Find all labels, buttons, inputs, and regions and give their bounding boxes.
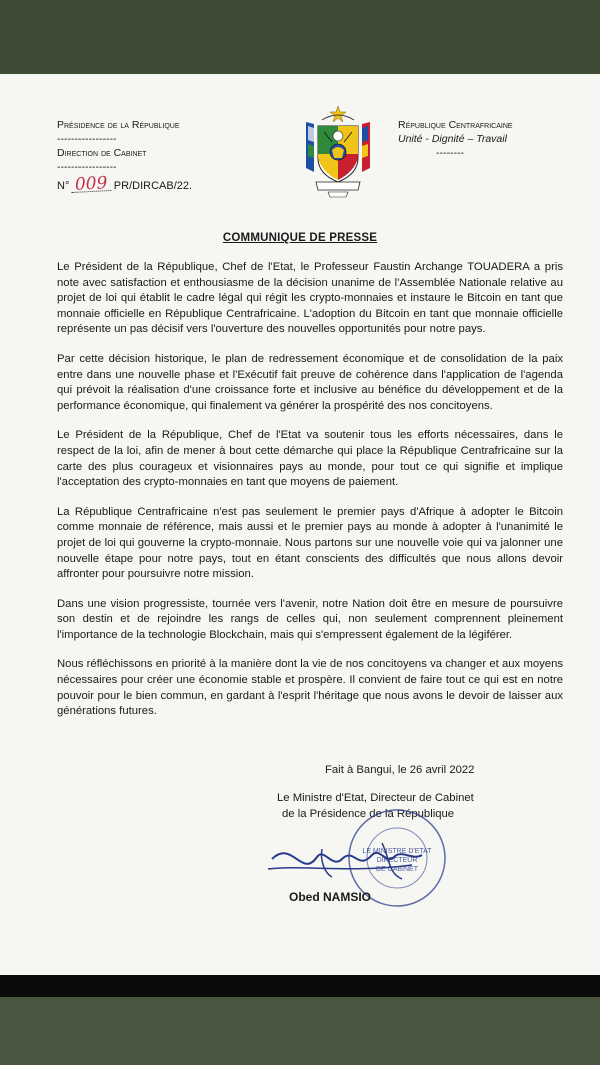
place-and-date: Fait à Bangui, le 26 avril 2022 (325, 764, 475, 776)
document-page (0, 74, 600, 975)
document-title (0, 232, 600, 244)
paragraph: Le Président de la République, Chef de l'Etat va soutenir tous les efforts nécessaires, dans le respect de la loi, afin de mener à bout cette démarche qui place la République Centrafricaine sur la carte des plus courageux et visionnaires pays au monde, pour tout ce qui signifie et implique l'acceptation des crypto-monnaies en tant que moyens de paiement. (57, 429, 563, 489)
svg-text:LE MINISTRE D'ETAT: LE MINISTRE D'ETAT (362, 848, 432, 855)
ref-prefix: N° (57, 180, 70, 192)
republic-motto: Unité - Dignité – Travail (398, 133, 507, 145)
svg-text:DE CABINET: DE CABINET (375, 866, 419, 873)
ref-handwritten-number: 009 (71, 176, 112, 193)
press-release-body (57, 260, 563, 734)
header-left-dashes-2: ----------------- (57, 161, 117, 173)
signatory-title-line-2: de la Présidence de la République (282, 808, 455, 820)
paragraph: Dans une vision progressiste, tournée vers l'avenir, notre Nation doit être en mesure de poursuivre son destin et de rejoindre les rangs de celles qui, non seulement comprennent pleinement l'importance de la technologie Blockchain, mais qui s'empressent également de la légiférer. (57, 597, 563, 641)
coat-of-arms-icon (298, 102, 378, 198)
handwritten-signature (262, 829, 462, 899)
paragraph: Par cette décision historique, le plan de redressement économique et de consolidation de la paix entre dans une nouvelle phase et l'Exécutif fait preuve de cohérence dans l'application de l'agenda qui prévoit la réalisation d'une croissance forte et inclusive au bénéfice du développement et de la performance économique, qui finalement va générer la prospérité des nos concitoyens. (57, 352, 563, 412)
bottom-frame-dark-strip (0, 975, 600, 997)
header-left-dashes-1: ----------------- (57, 133, 117, 145)
signer-name: Obed NAMSIO (289, 890, 372, 904)
document-title-text: COMMUNIQUE DE PRESSE (222, 232, 378, 244)
ref-suffix: PR/DIRCAB/22. (113, 180, 193, 192)
header-right (398, 118, 588, 160)
svg-text:DIRECTEUR: DIRECTEUR (376, 857, 418, 864)
top-frame-bar (0, 0, 600, 74)
presidency-label: Présidence de la République (57, 119, 180, 131)
signatory-title-line-1: Le Ministre d'Etat, Directeur de Cabinet (277, 792, 474, 804)
reference-number (57, 173, 257, 195)
republic-label: République Centrafricaine (398, 119, 513, 131)
cabinet-direction-label: Direction de Cabinet (57, 147, 147, 159)
paragraph: Nous réfléchissons en priorité à la manière dont la vie de nos concitoyens va changer et aux moyens nécessaires pour créer une économie stable et prospère. Il convient de faire tout ce qui est en notre pouvoir pour le bien commun, en gardant à l'esprit l'héritage que nous avons le devoir de laisser aux générations futures. (57, 658, 563, 718)
paragraph: La République Centrafricaine n'est pas seulement le premier pays d'Afrique à adopter le Bitcoin comme monnaie de référence, mais aussi et le premier pays au monde à adopter à l'unanimité le projet de loi qui gouverne la crypto-monnaie. Nous partons sur une nouvelle voie qui va jalonner une nouvelle étape pour notre pays, tout en étant conscients des difficultés que nous allons devoir affronter pour poursuivre notre mission. (57, 505, 563, 581)
header-left (57, 118, 257, 193)
paragraph: Le Président de la République, Chef de l'Etat, le Professeur Faustin Archange TOUADERA a pris note avec satisfaction et enthousiasme de la décision unanime de l'Assemblée Nationale relative au projet de loi qui établit le cadre légal qui régit les crypto-monnaies et instaure le Bitcoin en tant que monnaie officielle en République Centrafricaine. L'adoption du Bitcoin en tant que monnaie officielle représente un pas décisif vers l'ouverture des nouvelles opportunités pour notre pays. (57, 261, 563, 336)
bottom-frame-bar (0, 997, 600, 1065)
header-right-dashes: -------- (436, 147, 464, 159)
